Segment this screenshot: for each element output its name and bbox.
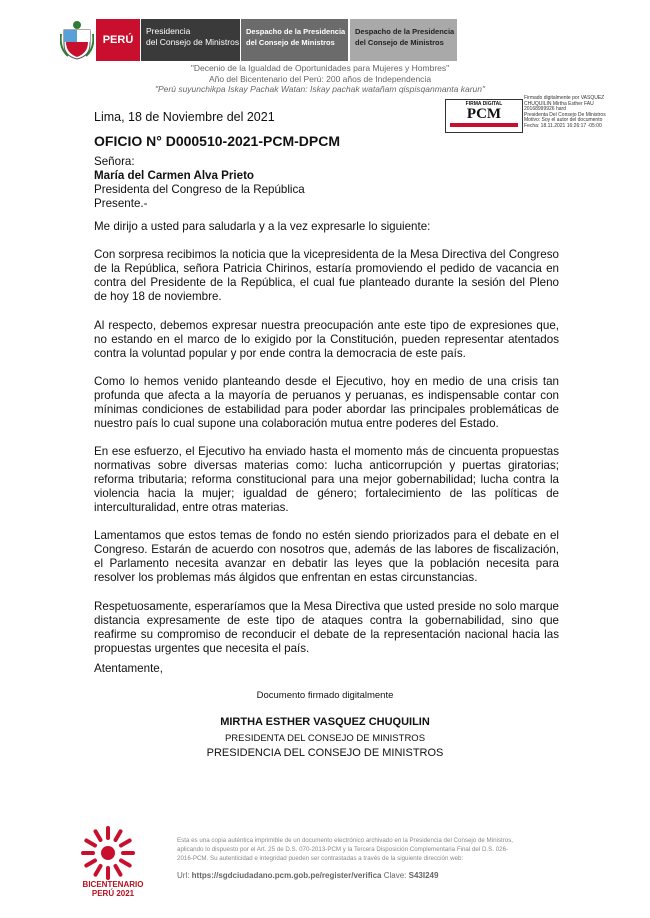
- addressee-block: [94, 155, 559, 211]
- salutation: Señora:: [94, 155, 135, 168]
- signature-meta-line: Motivo: Soy el autor del documento: [524, 117, 603, 124]
- header-box-despacho-1: [241, 19, 348, 61]
- addressee-title: Presidenta del Congreso de la República: [94, 183, 305, 196]
- digital-signature-stamp: [445, 99, 523, 133]
- signer-name: MIRTHA ESTHER VASQUEZ CHUQUILIN: [220, 716, 430, 728]
- letter-date: Lima, 18 de Noviembre del 2021: [94, 110, 275, 124]
- paragraph-request: Respetuosamente, esperaríamos que la Mesa Directiva que usted preside no solo marque distancia expresamente de este tipo de ataques contra la gobernabilidad, sino que reafirme su compromiso de reconducir el debate de la representación nacional hacia las propuestas urgentes que necesita el país.: [94, 600, 559, 655]
- paragraph-executive: Como lo hemos venido planteando desde el Ejecutivo, hoy en medio de una crisis tan profunda que afecta a la mayoría de peruanos y peruanas, es indispensable contar con mínimas condiciones de estabilidad para poder abordar las principales problemáticas de nuestro país lo cual supone una colaboración mutua entre poderes del Estado.: [94, 375, 559, 430]
- stamp-label: FIRMA DIGITAL: [465, 101, 503, 107]
- verification-url[interactable]: https://sgdciudadano.pcm.gob.pe/register/verifica: [191, 871, 382, 880]
- bicentenario-logo-icon: [78, 823, 138, 883]
- url-label: Url:: [177, 871, 192, 880]
- signature-meta-line: Presidenta Del Consejo De Ministros: [524, 111, 606, 118]
- peru-logo: PERÚ: [96, 19, 140, 61]
- footer-note-3: 2016-PCM. Su autenticidad e integridad pueden ser contrastadas a través de la siguiente dirección web:: [177, 855, 464, 862]
- motto-quechua: "Perú suyunchikpa Iskay Pachak Watan: Iskay pachak watañam qispisqanmanta karun": [155, 84, 485, 94]
- motto-decenio: "Decenio de la Igualdad de Oportunidades para Mujeres y Hombres": [190, 63, 450, 73]
- present: Presente.-: [94, 197, 148, 210]
- bicentenario-label: [78, 880, 148, 898]
- paragraph-concern: Al respecto, debemos expresar nuestra preocupación ante este tipo de expresiones que, no estando en el marco de lo exigido por la Constitución, pueden representar atentados contra la voluntad popular y por ende contra la democracia de este país.: [94, 319, 559, 360]
- digitally-signed-note: Documento firmado digitalmente: [256, 690, 394, 701]
- header-box-line: Despacho de la Presidencia: [355, 27, 455, 36]
- header-box-despacho-2: [350, 19, 457, 61]
- signature-meta-line: CHUQUILIN Mirtha Esther FAU: [524, 100, 594, 107]
- header-box-line: Presidencia: [146, 26, 191, 36]
- clave-label: Clave:: [381, 871, 409, 880]
- paragraph-regret: Lamentamos que estos temas de fondo no estén siendo priorizados para el debate en el Congreso. Estarán de acuerdo con nosotros que, además de las labores de fiscalización, el Parlamento necesita avanzar en debatir las leyes que la población necesita para resolver los problemas más álgidos que enfrentan en estas circunstancias.: [94, 529, 559, 584]
- addressee-name: María del Carmen Alva Prieto: [94, 169, 255, 182]
- signature-meta-line: 20168999926 hard: [524, 106, 566, 113]
- signer-role: PRESIDENTA DEL CONSEJO DE MINISTROS: [224, 733, 426, 744]
- oficio-number: OFICIO N° D000510-2021-PCM-DPCM: [94, 133, 340, 149]
- paragraph-greeting: Me dirijo a usted para saludarla y a la vez expresarle lo siguiente:: [94, 220, 431, 233]
- closing: Atentamente,: [94, 662, 163, 675]
- header-box-line: del Consejo de Ministros: [146, 37, 240, 47]
- coat-of-arms-icon: [60, 20, 94, 60]
- footer-note-1: Esta es una copia auténtica imprimible de un documento electrónico archivado en la Presidencia del Consejo de Ministros,: [177, 837, 514, 844]
- signature-meta-line: Firmado digitalmente por VASQUEZ: [524, 95, 605, 101]
- verification-key: S43I249: [408, 871, 439, 880]
- footer-note-2: aplicando lo dispuesto por el Art. 25 de D.S. 070-2013-PCM y la Tercera Disposición Complementaria Final del D.S. 026-: [177, 846, 509, 853]
- header-box-line: Despacho de la Presidencia: [246, 27, 346, 36]
- signer-entity: PRESIDENCIA DEL CONSEJO DE MINISTROS: [206, 747, 444, 759]
- header-box-line: del Consejo de Ministros: [246, 38, 335, 47]
- bicentenario-line: BICENTENARIO: [82, 880, 144, 889]
- footer-verification: [177, 871, 438, 880]
- paragraph-news: Con sorpresa recibimos la noticia que la vicepresidenta de la Mesa Directiva del Congreso de la República, señora Patricia Chirinos, estaría promoviendo el pedido de vacancia en contra del Presidente de la República, el cual fue planteado durante la sesión del Pleno de hoy 18 de noviembre.: [94, 248, 559, 303]
- stamp-bar: [450, 123, 518, 127]
- bicentenario-line: PERÚ 2021: [91, 889, 135, 898]
- signature-metadata: [524, 96, 634, 130]
- signature-meta-line: Fecha: 18.11.2021 16:26:17 -05:00: [524, 122, 602, 129]
- paragraph-proposals: En ese esfuerzo, el Ejecutivo ha enviado hasta el momento más de cincuenta propuestas normativas sobre diversas materias como: lucha anticorrupción y puertas giratorias; reforma tributaria; reforma constitucional para una mejor gobernabilidad; lucha contra la violencia hacia la mujer; igualdad de género; fortalecimiento de las políticas de interculturalidad, entre otras materias.: [94, 445, 559, 514]
- pcm-logo: PCM: [466, 106, 502, 122]
- header-box-presidencia: [141, 19, 240, 61]
- motto-bicentenario: Año del Bicentenario del Perú: 200 años de Independencia: [208, 74, 432, 84]
- header-box-line: del Consejo de Ministros: [355, 38, 444, 47]
